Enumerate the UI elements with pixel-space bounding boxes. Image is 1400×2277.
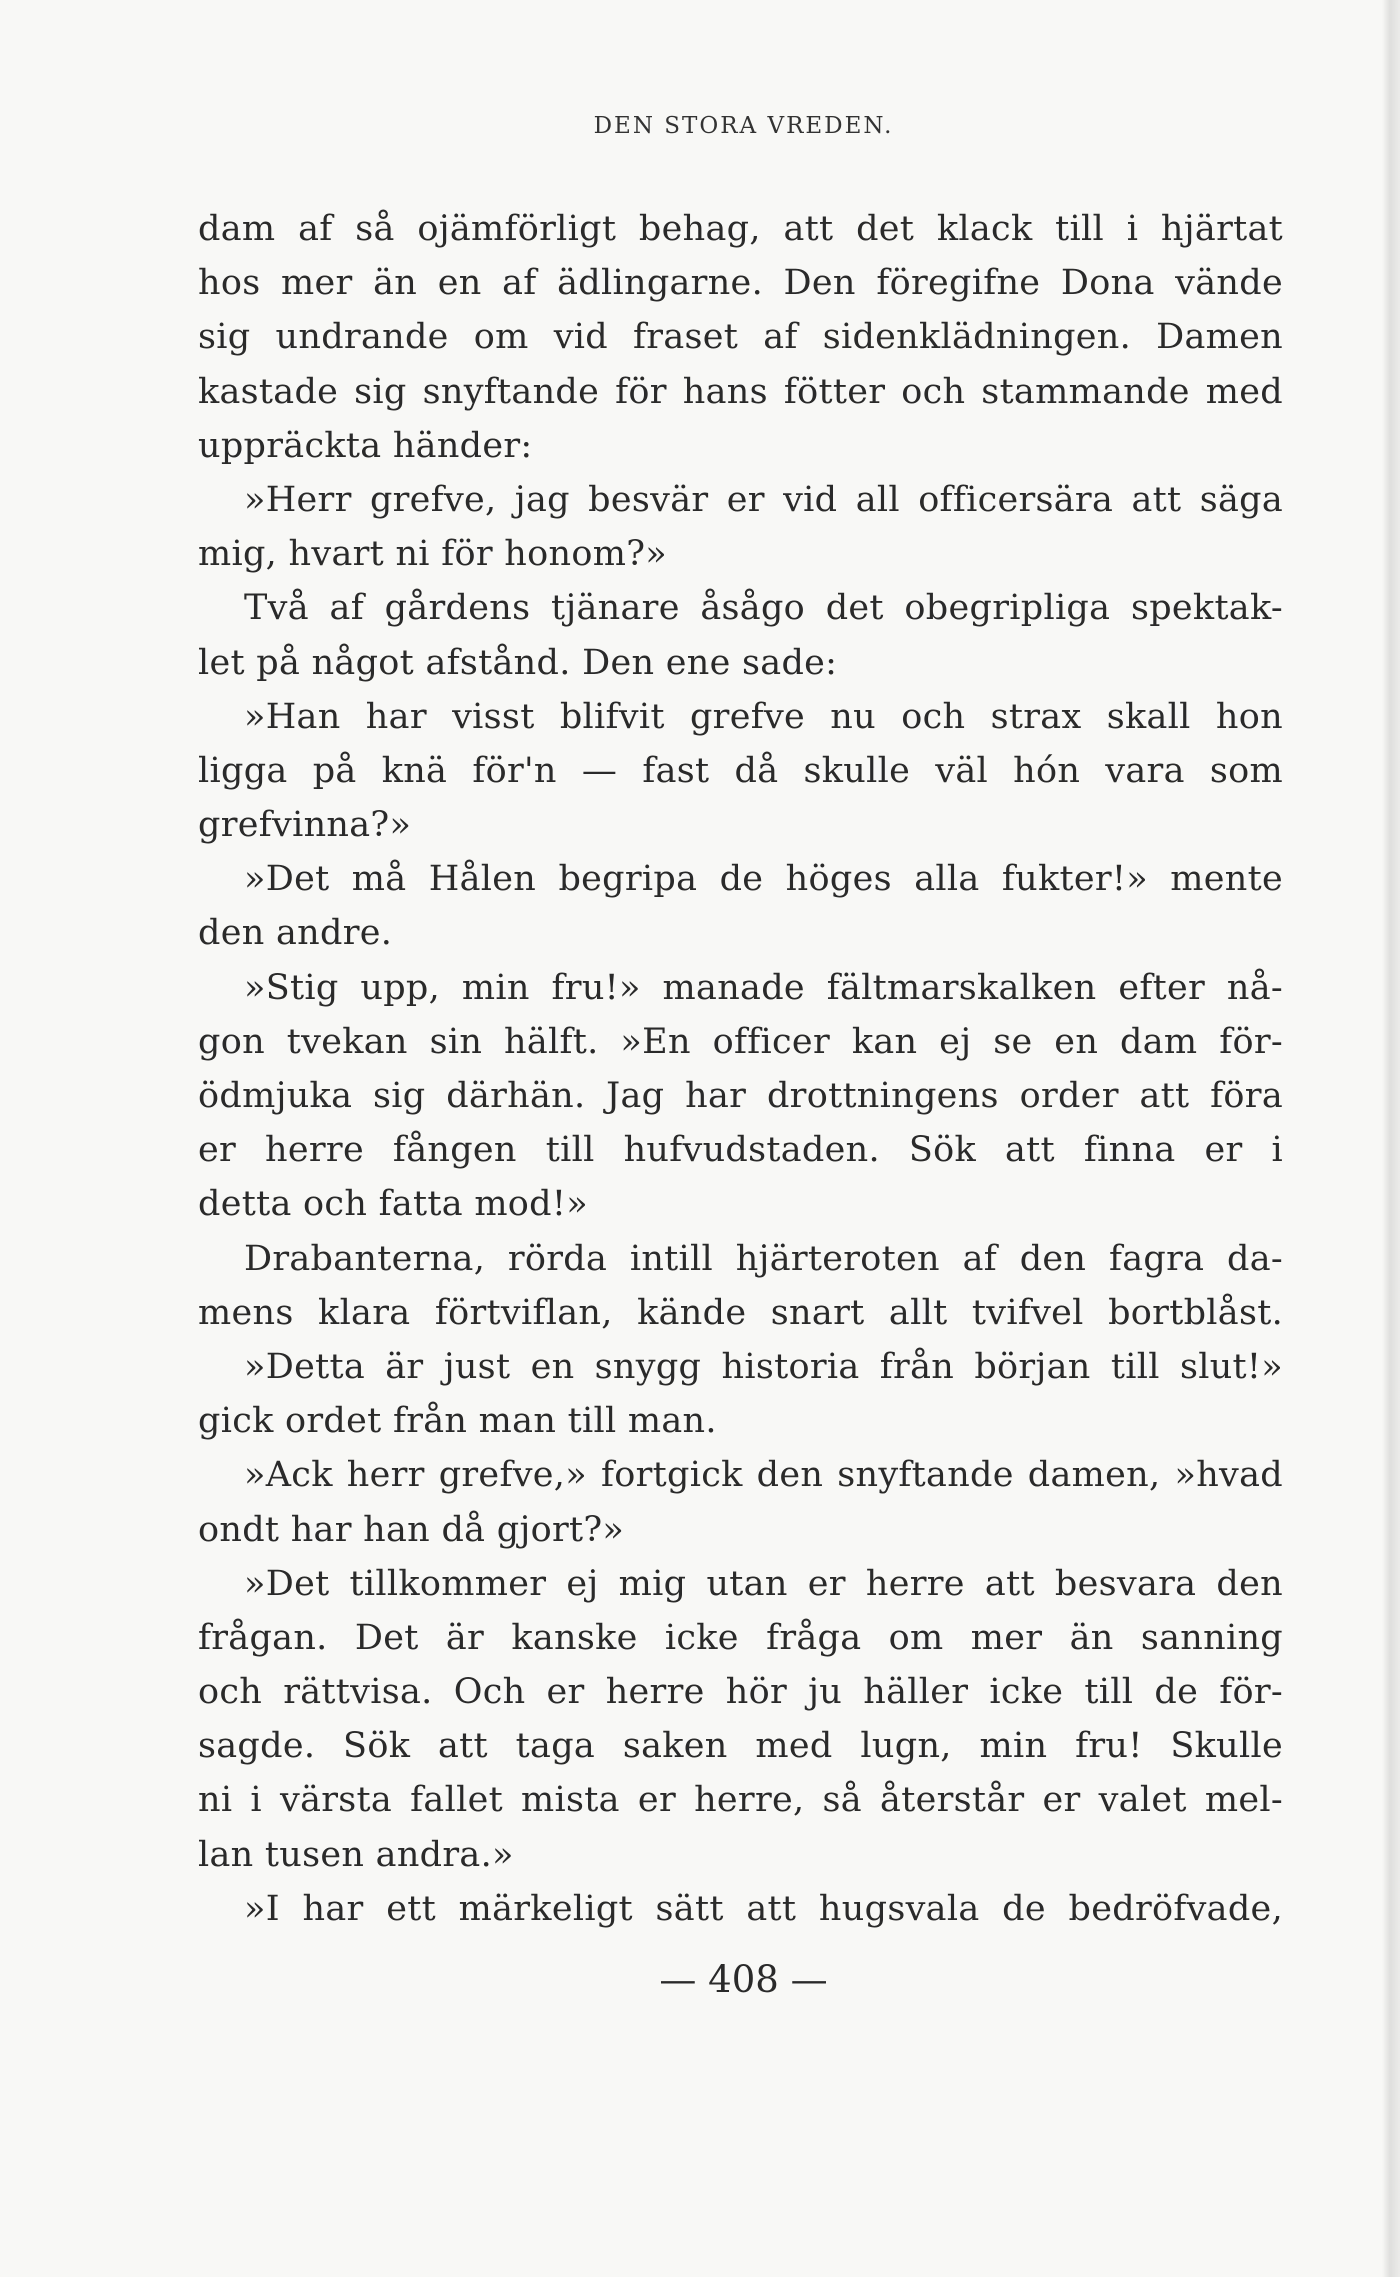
text-line: er herre fången till hufvudstaden. Sök att finna er i <box>198 1130 1283 1171</box>
text-line: kastade sig snyftande för hans fötter och stammande med <box>198 371 1283 412</box>
text-line: gick ordet från man till man. <box>198 1401 717 1442</box>
text-line: frågan. Det är kanske icke fråga om mer än sanning <box>198 1617 1283 1658</box>
text-line: ondt har han då gjort?» <box>198 1509 625 1550</box>
text-line: lan tusen andra.» <box>198 1834 514 1875</box>
text-line: »Ack herr grefve,» fortgick den snyftande damen, »hvad <box>244 1455 1283 1496</box>
text-line: och rättvisa. Och er herre hör ju häller icke till de för- <box>198 1672 1283 1713</box>
text-line: ligga på knä för'n — fast då skulle väl hón vara som <box>198 750 1283 791</box>
text-line: mig, hvart ni för honom?» <box>198 534 667 575</box>
text-line: »Stig upp, min fru!» manade fältmarskalken efter nå- <box>244 967 1283 1008</box>
text-line: let på något afstånd. Den ene sade: <box>198 642 838 683</box>
page-edge-shadow <box>1382 0 1400 2277</box>
text-line: uppräckta händer: <box>198 425 533 466</box>
text-line: den andre. <box>198 913 393 954</box>
text-line: »Det må Hålen begripa de höges alla fukter!» mente <box>244 859 1283 900</box>
text-line: hos mer än en af ädlingarne. Den föregifne Dona vände <box>198 263 1283 304</box>
body-text <box>198 202 1283 1936</box>
text-line: detta och fatta mod!» <box>198 1184 588 1225</box>
text-line: Två af gårdens tjänare åsågo det obegripliga spektak- <box>244 588 1283 629</box>
text-line: dam af så ojämförligt behag, att det klack till i hjärtat <box>198 209 1283 249</box>
text-line: Drabanterna, rörda intill hjärteroten af den fagra da- <box>244 1238 1283 1279</box>
text-line: mens klara förtviflan, kände snart allt tvifvel bortblåst. <box>198 1292 1283 1333</box>
text-line: »Herr grefve, jag besvär er vid all officersära att säga <box>244 479 1283 520</box>
text-line: »I har ett märkeligt sätt att hugsvala de bedröfvade, <box>244 1888 1283 1929</box>
text-line: »Detta är just en snygg historia från början till slut!» <box>244 1346 1283 1387</box>
page-number: — 408 — <box>659 1958 828 2001</box>
text-line: ni i värsta fallet mista er herre, så återstår er valet mel- <box>198 1780 1283 1821</box>
text-line: gon tvekan sin hälft. »En officer kan ej se en dam för- <box>198 1021 1283 1062</box>
text-line: »Han har visst blifvit grefve nu och strax skall hon <box>244 696 1283 737</box>
text-line: ödmjuka sig därhän. Jag har drottningens order att föra <box>198 1076 1283 1116</box>
running-head: DEN STORA VREDEN. <box>593 113 894 139</box>
text-line: »Det tillkommer ej mig utan er herre att besvara den <box>244 1563 1283 1604</box>
text-line: sig undrande om vid fraset af sidenklädningen. Damen <box>198 317 1283 358</box>
text-line: sagde. Sök att taga saken med lugn, min fru! Skulle <box>198 1726 1283 1767</box>
text-line: grefvinna?» <box>198 805 412 846</box>
